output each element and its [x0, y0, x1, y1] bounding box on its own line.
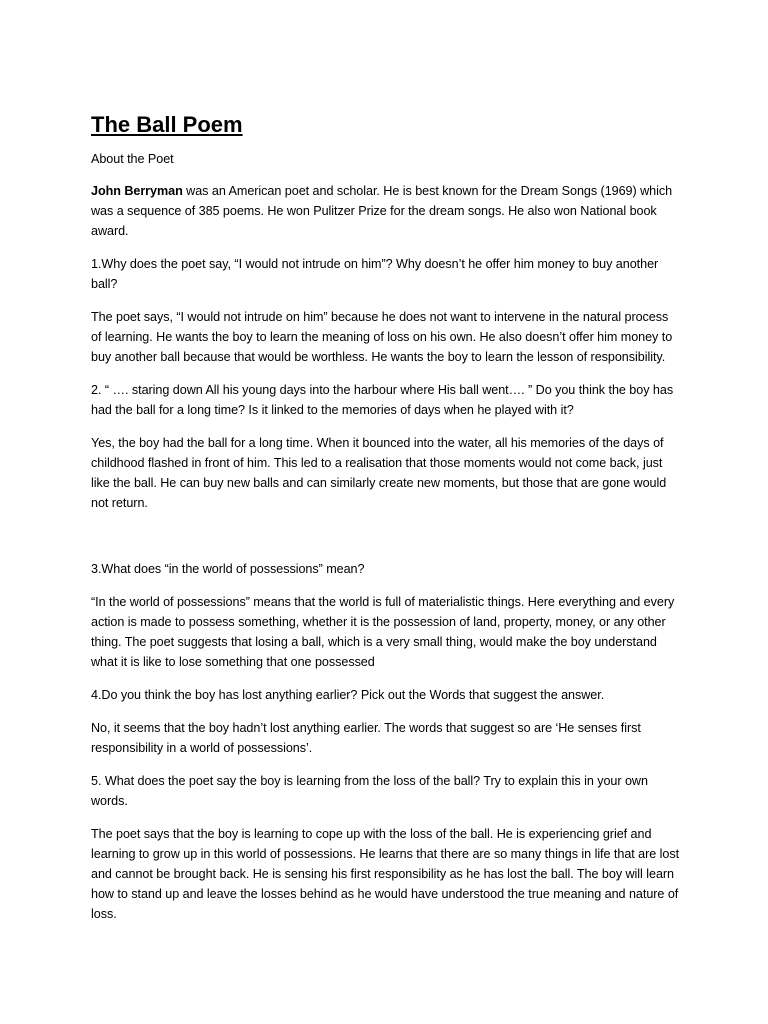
blank-spacer [91, 526, 681, 559]
question-1: 1.Why does the poet say, “I would not intrude on him”? Why doesn’t he offer him money to buy another ball? [91, 257, 659, 291]
document-page [91, 110, 681, 937]
answer-5: The poet says that the boy is learning to cope up with the loss of the ball. He is experiencing grief and learning to grow up in this world of possessions. He learns that there are so many things in life that are lost and cannot be brought back. He is sensing his first responsibility as he has lost the ball. The boy will learn how to stand up and leave the losses behind as he would have understood the true meaning and nature of loss. [91, 827, 680, 921]
answer-1: The poet says, “I would not intrude on him” because he does not want to intervene in the natural process of learning. He wants the boy to learn the meaning of loss on his own. He also doesn’t offer him money to buy another ball because that would be worthless. He wants the boy to learn the lesson of responsibility. [91, 310, 673, 364]
question-3: 3.What does “in the world of possessions” mean? [91, 562, 365, 576]
question-2: 2. “ …. staring down All his young days into the harbour where His ball went…. ” Do you think the boy has had the ball for a long time? Is it linked to the memories of days when he played with it? [91, 383, 674, 417]
answer-4: No, it seems that the boy hadn’t lost anything earlier. The words that suggest so are ‘He senses first responsibility in a world of possessions’. [91, 721, 641, 755]
intro-paragraph [91, 181, 681, 241]
question-4: 4.Do you think the boy has lost anything earlier? Pick out the Words that suggest the answer. [91, 688, 605, 702]
section-subtitle: About the Poet [91, 152, 174, 166]
question-5: 5. What does the poet say the boy is learning from the loss of the ball? Try to explain this in your own words. [91, 774, 648, 808]
page-title: The Ball Poem [91, 112, 243, 137]
answer-3: “In the world of possessions” means that the world is full of materialistic things. Here everything and every action is made to possess something, whether it is the possession of land, property, money, or any other thing. The poet suggests that losing a ball, which is a very small thing, would make the boy understand what it is like to lose something that one possessed [91, 595, 675, 669]
poet-name: John Berryman [91, 184, 183, 198]
intro-text: was an American poet and scholar. He is best known for the Dream Songs (1969) which was a sequence of 385 poems. He won Pulitzer Prize for the dream songs. He also won National book award. [91, 184, 673, 238]
answer-2: Yes, the boy had the ball for a long time. When it bounced into the water, all his memories of the days of childhood flashed in front of him. This led to a realisation that those moments would not come back, just like the ball. He can buy new balls and can similarly create new moments, but those that are gone would not return. [91, 436, 667, 510]
